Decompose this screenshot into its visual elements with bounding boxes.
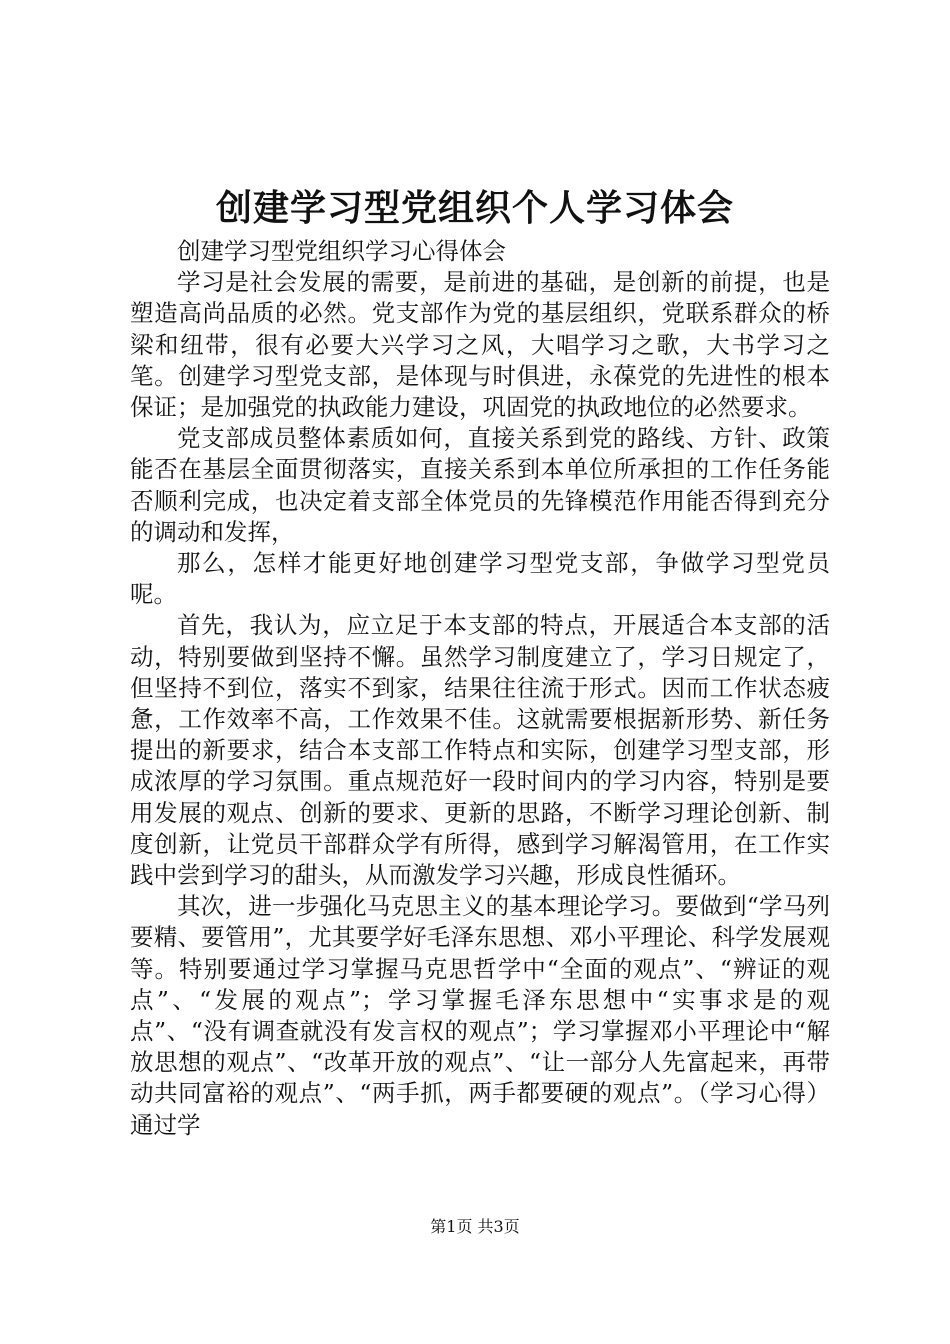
- paragraph: 学习是社会发展的需要，是前进的基础，是创新的前提，也是塑造高尚品质的必然。党支部作为党的基层组织，党联系群众的桥梁和纽带，很有必要大兴学习之风，大唱学习之歌，大书学习之笔。创建学习型党支部，是体现与时俱进，永葆党的先进性的根本保证；是加强党的执政能力建设，巩固党的执政地位的必然要求。: [130, 268, 830, 422]
- document-body: [130, 236, 830, 1141]
- page-indicator: 第1页 共3页: [430, 1217, 520, 1236]
- document-title: 创建学习型党组织个人学习体会: [215, 187, 734, 229]
- paragraph: 首先，我认为，应立足于本支部的特点，开展适合本支部的活动，特别要做到坚持不懈。虽然学习制度建立了，学习日规定了，但坚持不到位，落实不到家，结果往往流于形式。因而工作状态疲惫，工作效率不高，工作效果不佳。这就需要根据新形势、新任务提出的新要求，结合本支部工作特点和实际，创建学习型支部，形成浓厚的学习氛围。重点规范好一段时间内的学习内容，特别是要用发展的观点、创新的要求、更新的思路，不断学习理论创新、制度创新，让党员干部群众学有所得，感到学习解渴管用，在工作实践中尝到学习的甜头，从而激发学习兴趣，形成良性循环。: [130, 611, 830, 890]
- paragraph: 其次，进一步强化马克思主义的基本理论学习。要做到“学马列要精、要管用”，尤其要学好毛泽东思想、邓小平理论、科学发展观等。特别要通过学习掌握马克思哲学中“全面的观点”、“辨证的观点”、“发展的观点”；学习掌握毛泽东思想中“实事求是的观点”、“没有调查就没有发言权的观点”；学习掌握邓小平理论中“解放思想的观点”、“改革开放的观点”、“让一部分人先富起来，再带动共同富裕的观点”、“两手抓，两手都要硬的观点”。（学习心得）通过学: [130, 892, 830, 1139]
- paragraph: 党支部成员整体素质如何，直接关系到党的路线、方针、政策能否在基层全面贯彻落实，直接关系到本单位所承担的工作任务能否顺利完成，也决定着支部全体党员的先锋模范作用能否得到充分的调动和发挥，: [130, 424, 830, 546]
- page-footer: [0, 1216, 950, 1238]
- paragraph: 那么，怎样才能更好地创建学习型党支部，争做学习型党员呢。: [130, 549, 830, 609]
- document-subtitle: 创建学习型党组织学习心得体会: [177, 237, 506, 265]
